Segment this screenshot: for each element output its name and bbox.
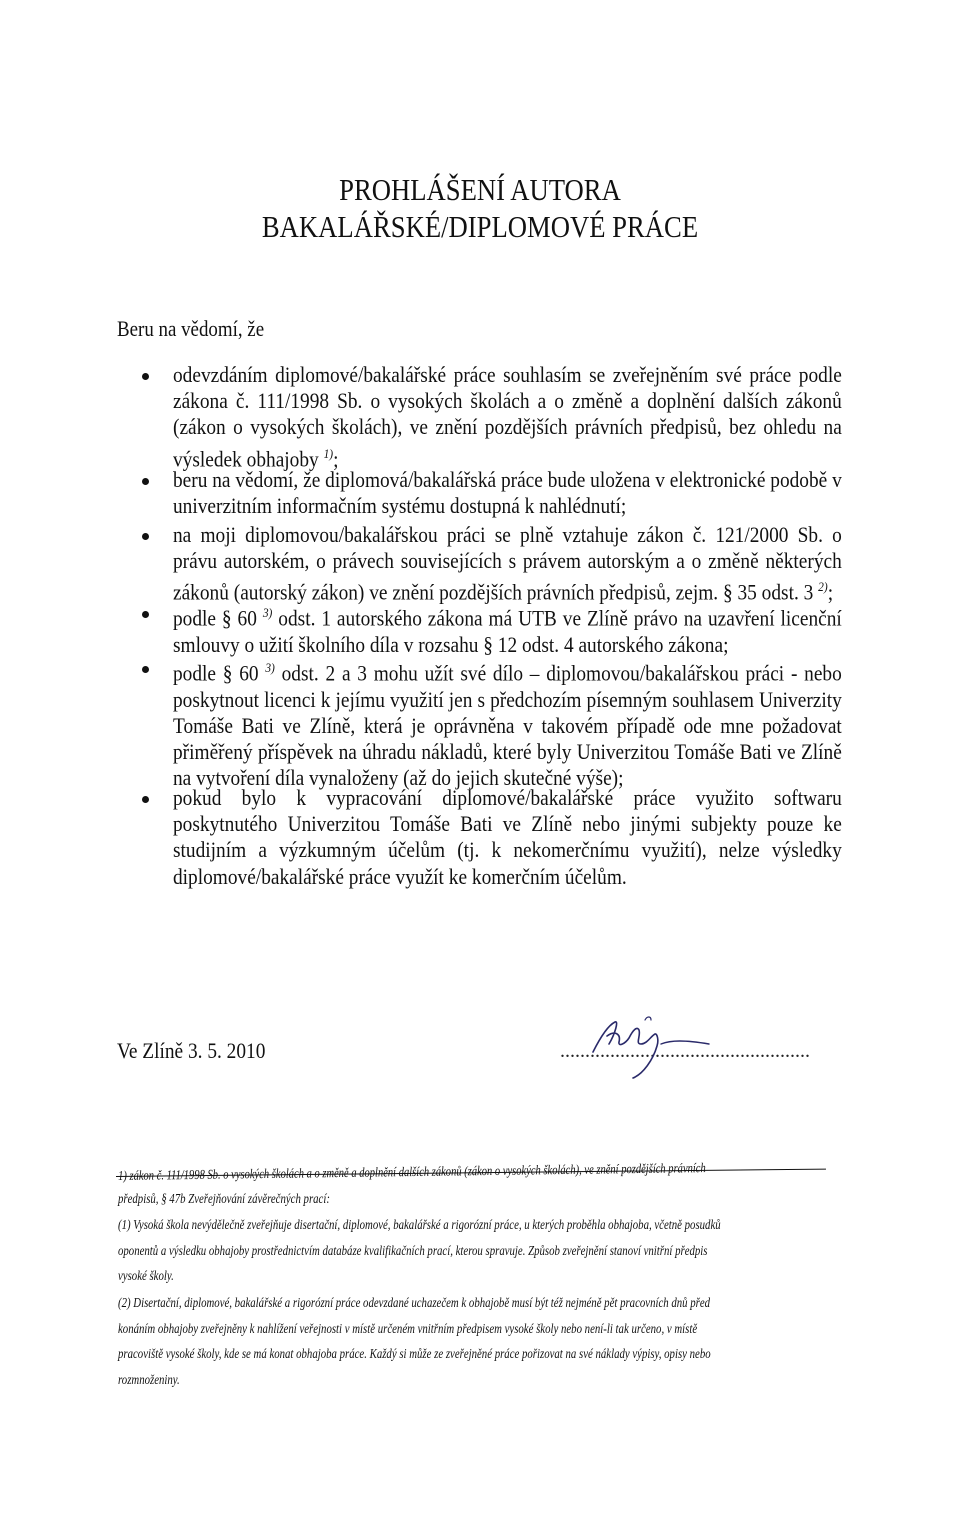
signature-image — [585, 1000, 715, 1080]
footnote-line: pracoviště vysoké školy, kde se má konat obhajoba práce. Každý si může ze zveřejněné práce pořizovat na své náklady výpisy, opisy nebo — [118, 1346, 711, 1362]
footnote-line: vysoké školy. — [118, 1268, 174, 1284]
list-item-text: na moji diplomovou/bakalářskou práci se plně vztahuje zákon č. 121/2000 Sb. o právu autorském, o právech souvisejících s právem autorským a o změně některých zákonů (autorský zákon) ve znění pozdějších právních předpisů, zejm. § 35 odst. 3 — [173, 522, 842, 605]
footnote-header: 1) zákon č. 111/1998 Sb. o vysokých školách a o změně a doplnění dalších zákonů (zákon o vysokých školách), ve znění pozdějších právních — [118, 1160, 706, 1183]
list-item-text: odevzdáním diplomové/bakalářské práce souhlasím se zveřejněním své práce podle zákona č. 111/1998 Sb. o vysokých školách a o změně a doplnění dalších zákonů (zákon o vysokých školách), ve znění pozdějších právních předpisů, bez ohledu na výsledek obhajoby — [173, 362, 842, 471]
list-item-text: podle § 60 — [173, 660, 266, 686]
title-line-1: PROHLÁŠENÍ AUTORA — [339, 172, 621, 207]
place-and-date: Ve Zlíně 3. 5. 2010 — [117, 1038, 266, 1063]
list-item — [140, 785, 845, 890]
bullet-icon — [142, 666, 149, 673]
list-item-tail: ; — [333, 445, 339, 471]
intro-text: Beru na vědomí, že — [117, 316, 265, 341]
list-item-text: podle § 60 — [173, 605, 263, 631]
list-item — [140, 522, 845, 605]
footnote-ref: 1) — [323, 445, 334, 461]
list-item — [140, 467, 845, 522]
list-item-text: pokud bylo k vypracování diplomové/bakalářské práce využito softwaru poskytnutého Univerzitou Tomáše Bati ve Zlíně nebo jinými subjekty pouze ke studijním a výzkumným účelům (tj. k nekomerčnímu využití), nelze výsledky diplomové/bakalářské práce využít ke komerčním účelům. — [173, 785, 842, 889]
list-item — [140, 600, 845, 655]
footnote-header-continued — [118, 1186, 822, 1212]
list-item-tail: ; — [827, 579, 834, 605]
title-line-2: BAKALÁŘSKÉ/DIPLOMOVÉ PRÁCE — [261, 209, 699, 244]
footnote-line: (1) Vysoká škola nevýdělečně zveřejňuje disertační, diplomové, bakalářské a rigorózní práce, u kterých proběhla obhajoba, včetně posudků — [118, 1217, 721, 1232]
bullet-icon — [142, 611, 149, 618]
list-item-text: beru na vědomí, že diplomová/bakalářská práce bude uložena v elektronické podobě v univerzitním informačním systému dostupná k nahlédnutí; — [173, 467, 842, 519]
footnote-ref: 3) — [265, 660, 275, 675]
footnote-line: oponentů a výsledku obhajoby prostřednictvím databáze kvalifikačních prací, kterou spravuje. Způsob zveřejnění stanoví vnitřní předpis — [118, 1242, 708, 1258]
bullet-icon — [142, 478, 149, 485]
footnote-line: konáním obhajoby zveřejněny k nahlížení veřejnosti v místě určeném vnitřním předpisem vysoké školy nebo není-li tak určeno, v místě — [118, 1320, 698, 1336]
declaration-list — [140, 362, 845, 890]
bullet-icon — [142, 796, 149, 803]
footnote-ref: 3) — [262, 605, 273, 620]
list-item-tail: odst. 1 autorského zákona má UTB ve Zlíně právo na uzavření licenční smlouvy o užití školního díla v rozsahu § 12 odst. 4 autorského zákona; — [173, 605, 842, 657]
list-item-tail: odst. 2 a 3 mohu užít své dílo – diplomovou/bakalářskou práci - nebo poskytnout licenci k jejímu využití jen s předchozím písemným souhlasem Univerzity Tomáše Bati ve Zlíně, která je oprávněna v takovém případě ode mne požadovat přiměřený příspěvek na úhradu nákladů, které byly Univerzitou Tomáše Bati ve Zlíně na vytvoření díla vynaloženy (až do jejich skutečné výše); — [173, 660, 842, 791]
footnote-paragraph-2 — [118, 1290, 822, 1392]
footnote-ref: 2) — [818, 579, 828, 595]
footnote-paragraph-1 — [118, 1212, 822, 1289]
list-item — [140, 655, 845, 791]
footnote-line: (2) Disertační, diplomové, bakalářské a rigorózní práce odevzdané uchazečem k obhajobě musí být též nejméně pět pracovních dnů před — [118, 1295, 711, 1310]
signature-line: .................................................. — [560, 1040, 810, 1062]
footnote-line: rozmnoženiny. — [118, 1371, 180, 1387]
bullet-icon — [142, 533, 149, 540]
list-item — [140, 362, 845, 471]
bullet-icon — [142, 373, 149, 380]
footnote-line: předpisů, § 47b Zveřejňování závěrečných prací: — [118, 1191, 330, 1206]
